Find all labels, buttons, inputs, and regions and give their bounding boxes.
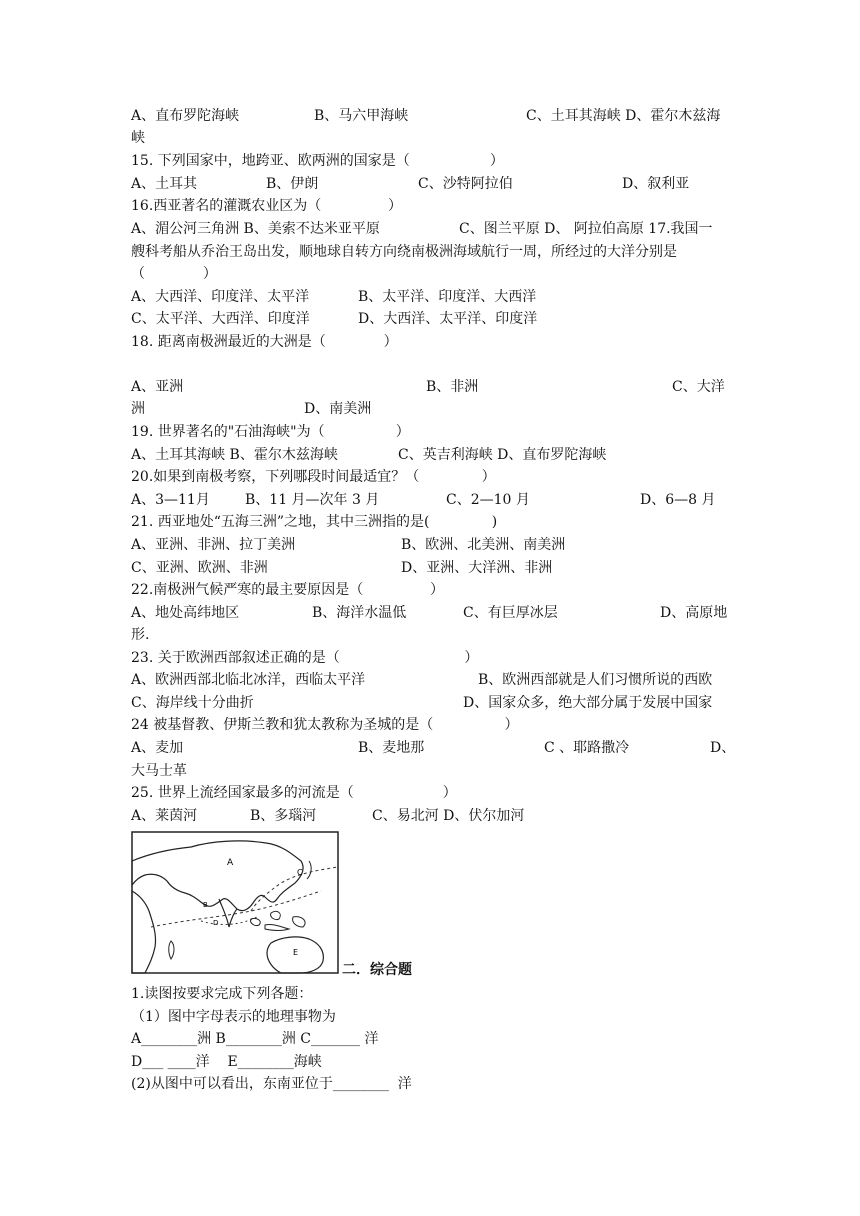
q15-option-d: D、叙利亚	[622, 176, 690, 192]
q23-option-a: A、欧洲西部北临北冰洋，西临太平洋	[131, 672, 366, 688]
q21-option-d: D、亚洲、大洋洲、非洲	[401, 560, 553, 576]
q17-option-d: D、大西洋、太平洋、印度洋	[358, 311, 538, 327]
q22-option-b: B、海洋水温低	[312, 605, 407, 621]
q25-stem: 25. 世界上流经国家最多的河流是（ ）	[131, 785, 457, 801]
q1-stem: 1.读图按要求完成下列各题：	[131, 986, 313, 1002]
q1-part1: （1）图中字母表示的地理事物为	[131, 1009, 336, 1025]
q24-option-d: D、	[710, 740, 736, 756]
q17-option-b: B、太平洋、印度洋、大西洋	[358, 289, 537, 305]
q19-option-cd: C、英吉利海峡 D、直布罗陀海峡	[398, 447, 607, 463]
q18-option-a: A、亚洲	[131, 379, 184, 395]
q14-option-b: B、马六甲海峡	[314, 108, 409, 124]
map-frame	[132, 832, 338, 973]
q15-option-c: C、沙特阿拉伯	[418, 176, 513, 192]
q14-wrap: 峡	[131, 130, 145, 146]
q17-option-c: C、太平洋、大西洋、印度洋	[131, 311, 310, 327]
q14-option-cd: C、土耳其海峡 D、霍尔木兹海	[526, 108, 721, 124]
q17-stem: 艘科考船从乔治王岛出发，顺地球自转方向绕南极洲海域航行一周，所经过的大洋分别是	[131, 244, 677, 260]
map-label-c: C	[297, 868, 303, 877]
q23-option-c: C、海岸线十分曲折	[131, 695, 254, 711]
q22-option-d: D、高原地	[660, 605, 728, 621]
section-title: 二．综合题	[342, 962, 412, 978]
q18-option-c: C、大洋	[672, 379, 725, 395]
map-label-b: B	[203, 901, 208, 909]
q24-option-b: B、麦地那	[358, 740, 425, 756]
map-label-e: E	[293, 948, 299, 957]
q18-option-b: B、非洲	[426, 379, 479, 395]
q22-stem: 22.南极洲气候严寒的最主要原因是（ ）	[131, 582, 445, 598]
q24-option-c: C 、耶路撒冷	[544, 740, 630, 756]
q18-option-d: D、南美洲	[304, 401, 372, 417]
q25-option-cd: C、易北河 D、伏尔加河	[372, 808, 525, 824]
q20-option-c: C、2—10 月	[446, 492, 530, 508]
q24-stem: 24 被基督教、伊斯兰教和犹太教称为圣城的是（ ）	[131, 717, 519, 733]
q16-stem: 16.西亚著名的灌溉农业区为（ ）	[131, 198, 403, 214]
q20-stem: 20.如果到南极考察，下列哪段时间最适宜？（ ）	[131, 469, 496, 485]
q21-option-c: C、亚洲、欧洲、非洲	[131, 560, 268, 576]
southeast-asia-map	[131, 831, 339, 974]
q14-option-a: A、直布罗陀海峡	[131, 108, 240, 124]
q21-stem: 21. 西亚地处“五海三洲”之地，其中三洲指的是( )	[131, 514, 498, 530]
q17-option-a: A、大西洋、印度洋、太平洋	[131, 289, 310, 305]
q15-option-b: B、伊朗	[266, 176, 319, 192]
q25-option-a: A、莱茵河	[131, 808, 198, 824]
q1-part2: (2)从图中可以看出，东南亚位于________ 洋	[131, 1076, 412, 1092]
q20-option-d: D、6—8 月	[640, 492, 716, 508]
q24-option-a: A、麦加	[131, 740, 184, 756]
q15-stem: 15. 下列国家中，地跨亚、欧两洲的国家是（ ）	[131, 153, 504, 169]
q23-option-b: B、欧洲西部就是人们习惯所说的西欧	[478, 672, 713, 688]
q19-option-ab: A、土耳其海峡 B、霍尔木兹海峡	[131, 447, 338, 463]
map-label-d: D	[213, 919, 219, 927]
q21-option-b: B、欧洲、北美洲、南美洲	[401, 537, 566, 553]
q17-blank: （ ）	[131, 266, 217, 282]
q19-stem: 19. 世界著名的"石油海峡"为（ ）	[131, 424, 410, 440]
q25-option-b: B、多瑙河	[250, 808, 317, 824]
q20-option-b: B、11 月—次年 3 月	[245, 492, 380, 508]
q15-option-a: A、土耳其	[131, 176, 198, 192]
q22-wrap: 形.	[131, 627, 150, 643]
q1-line-a: A________洲 B________洲 C_______ 洋	[131, 1031, 379, 1047]
q20-option-a: A、3—11月	[131, 492, 210, 508]
q16-option-ab: A、湄公河三角洲 B、美索不达米亚平原	[131, 221, 380, 237]
q22-option-c: C、有巨厚冰层	[463, 605, 558, 621]
q24-wrap: 大马士革	[131, 763, 187, 779]
map-label-a: A	[227, 858, 234, 868]
q18-stem: 18. 距离南极洲最近的大洲是（ ）	[131, 334, 398, 350]
q22-option-a: A、地处高纬地区	[131, 605, 240, 621]
q23-option-d: D、国家众多，绝大部分属于发展中国家	[463, 695, 713, 711]
q1-line-d: D___ ____洋 E________海峡	[131, 1054, 322, 1070]
q18-option-c-wrap: 洲	[131, 401, 145, 417]
q21-option-a: A、亚洲、非洲、拉丁美洲	[131, 537, 296, 553]
q16-option-cd-q17: C、图兰平原 D、 阿拉伯高原 17.我国一	[459, 221, 713, 237]
q23-stem: 23. 关于欧洲西部叙述正确的是（ ）	[131, 650, 479, 666]
